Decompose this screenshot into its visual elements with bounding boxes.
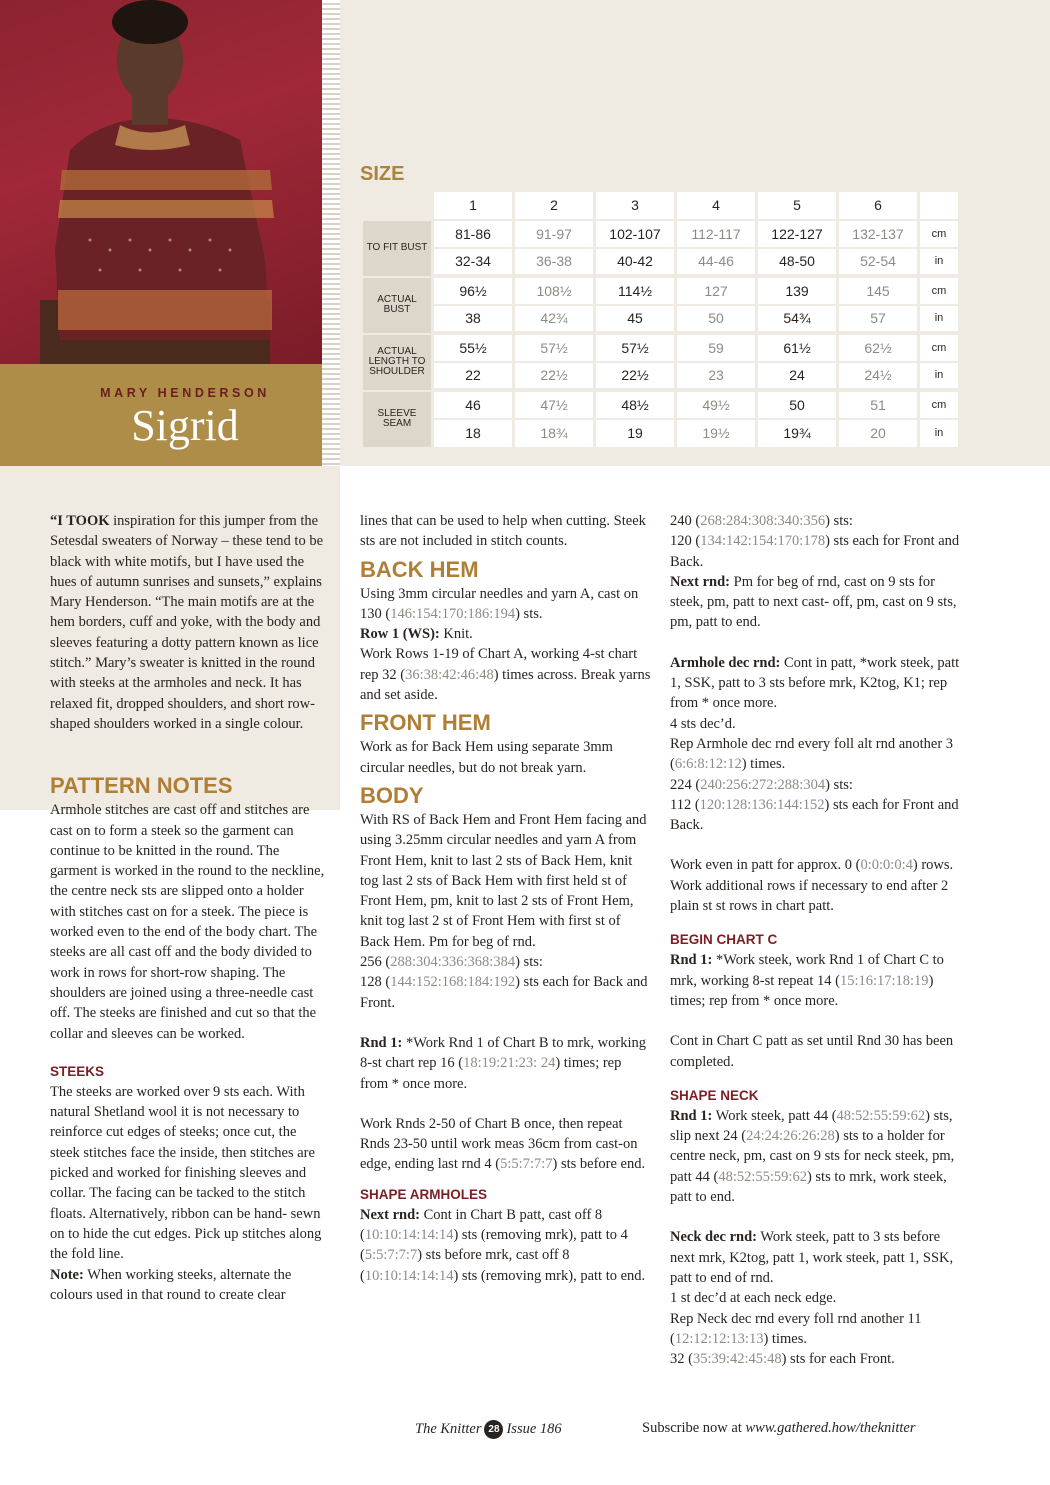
table-cell: 57½ [515,335,593,364]
text-span: 240 ( [670,513,701,529]
size-values: 134:142:154:170:178 [700,533,826,550]
table-cell: 22½ [515,363,593,392]
steeks-heading: STEEKS [50,1063,105,1079]
text-span: ) sts before end. [552,1156,646,1173]
table-cell: 47½ [515,392,593,421]
subscribe-text: Subscribe now at [642,1420,746,1436]
table-cell: 54¾ [758,306,836,335]
unit-cell: cm [920,221,958,250]
issue-number: Issue 186 [506,1420,562,1437]
text-span: 112 ( [670,796,700,813]
text-span: ) times; rep from * once more. [360,1055,622,1092]
footer-subscribe [642,1420,915,1437]
table-cell: 122-127 [758,221,836,250]
table-cell: 22 [434,363,512,392]
table-cell: 132-137 [839,221,917,250]
unit-cell: in [920,363,958,392]
row-label: SLEEVE SEAM [363,392,431,449]
chart-c-continue: Cont in Chart C patt as set until Rnd 30 has been completed. [670,1033,954,1070]
text-span: Work Rnds 2-50 of Chart B once, then repeat Rnds 23-50 until work meas 36cm from cast-on edge, ending last rnd 4 ( [360,1115,638,1173]
page-number: 28 [484,1420,503,1439]
table-cell: 55½ [434,335,512,364]
text-span: ) times across. Break yarns and set aside. [360,666,651,704]
chart-a-instruction [360,644,652,705]
size-values: 24:24:26:26:28 [746,1128,835,1145]
table-cell: 24½ [839,363,917,392]
front-hem-heading: FRONT HEM [360,710,491,736]
rnd-label: Next rnd: [670,573,731,590]
rnd-label: Rnd 1: [670,952,713,969]
table-row [363,278,958,307]
size-header-corner [363,192,431,221]
size-values: 120:128:136:144:152 [699,796,825,813]
row-label: ACTUAL BUST [363,278,431,335]
author-name: MARY HENDERSON [100,386,270,400]
table-cell: 19¾ [758,420,836,449]
size-table [360,192,961,449]
footer-magazine [415,1420,562,1439]
size-values: 6:6:8:12:12 [674,756,742,773]
table-cell: 36-38 [515,249,593,278]
text-span: Rep Neck dec rnd every foll rnd another 11 ( [670,1310,922,1347]
unit-cell: cm [920,392,958,421]
steek-continuation: lines that can be used to help when cutting. Steek sts are not included in stitch counts. [360,513,646,550]
table-cell: 50 [677,306,755,335]
table-cell: 44-46 [677,249,755,278]
table-row [363,392,958,421]
table-cell: 48½ [596,392,674,421]
size-number: 5 [758,192,836,221]
neck-dec-repeat [670,1309,962,1350]
table-cell: 46 [434,392,512,421]
table-cell: 23 [677,363,755,392]
size-values: 268:284:308:340:356 [700,513,826,529]
st-count-2 [670,775,962,795]
text-span: *Work Rnd 1 of Chart B to mrk, working 8-st chart rep 16 ( [360,1034,647,1072]
table-cell: 32-34 [434,249,512,278]
table-cell: 59 [677,335,755,364]
front-hem-text: Work as for Back Hem using separate 3mm circular needles, but do not break yarn. [360,739,613,776]
text-span: ) sts each for Front and Back. [670,796,959,834]
neck-dec-instruction [670,1227,962,1288]
text-span: Work steek, patt 44 ( [712,1107,837,1124]
text-span: 32 ( [670,1351,693,1368]
rnd-label: Rnd 1: [360,1034,403,1051]
text-span: ) sts (removing mrk), patt to 4 ( [360,1227,628,1264]
size-values: 18:19:21:23: 24 [463,1055,556,1072]
size-values: 48:52:55:59:62 [836,1107,926,1124]
unit-cell: cm [920,278,958,307]
rnd-label: Rnd 1: [670,1107,713,1124]
size-values: 146:154:170:186:194 [390,605,516,622]
text-span: Using 3mm circular needles and yarn A, cast on 130 ( [360,585,639,622]
table-cell: 62½ [839,335,917,364]
column-3 [670,511,962,1369]
table-cell: 102-107 [596,221,674,250]
table-cell: 38 [434,306,512,335]
size-heading: SIZE [360,163,405,185]
armhole-dec-instruction [670,653,962,714]
table-cell: 139 [758,278,836,307]
final-st-count [670,1349,962,1369]
pattern-notes-heading: PATTERN NOTES [50,773,233,799]
text-span: *Work steek, work Rnd 1 of Chart C to mrk, working 8-st repeat 14 ( [670,952,944,989]
pattern-notes-text: Armhole stitches are cast off and stitches are cast on to form a steek so the garment can continue to be knitted in the round. The garment is worked in the round to the neckline, the centre neck sts are slipped onto a holder with stitches cast on for a steek. The piece is worked even to the end of the body chart. The steeks are all cast off and the body divided to work in rows for short-row shaping. The shoulders are joined using a three-needle cast off. The steeks are finished and cut so that the collar and sleeves can be worked. [50,802,325,1042]
table-cell: 81-86 [434,221,512,250]
size-number: 2 [515,192,593,221]
text-span: 256 ( [360,954,391,971]
size-values: 5:5:7:7:7 [364,1247,418,1264]
shape-neck-heading: SHAPE NECK [670,1087,759,1103]
text-span: Work Rows 1-19 of Chart A, working 4-st chart rep 32 ( [360,646,638,683]
text-span: ) sts for each Front. [781,1351,895,1368]
begin-chart-c-heading: BEGIN CHART C [670,932,778,948]
text-span: ) sts. [515,605,543,622]
table-cell: 19½ [677,420,755,449]
table-cell: 20 [839,420,917,449]
table-cell: 91-97 [515,221,593,250]
subscribe-link[interactable]: www.gathered.how/theknitter [745,1420,916,1436]
size-header-row [363,192,958,221]
table-cell: 57½ [596,335,674,364]
size-number: 1 [434,192,512,221]
neck-dec-count: 1 st dec’d at each neck edge. [670,1290,837,1307]
intro-lead: “I TOOK [50,513,110,529]
text-span: 120 ( [670,533,701,550]
armhole-dec-count: 4 sts dec’d. [670,715,736,732]
text-span: Pm for beg of rnd, cast on 9 sts for steek, pm, patt to next cast- off, pm, cast on 9 sts, pm, patt to end. [670,573,957,631]
text-span: ) times; rep from * once more. [670,972,934,1009]
st-count [670,511,962,531]
table-cell: 61½ [758,335,836,364]
table-row [363,306,958,335]
size-values: 12:12:12:13:13 [674,1330,764,1347]
table-cell: 127 [677,278,755,307]
text-span: ) rows. Work additional rows if necessary to end after 2 plain st st rows in chart patt. [670,857,954,915]
text-span: Work even in patt for approx. 0 ( [670,857,861,874]
table-cell: 108½ [515,278,593,307]
magazine-name: The Knitter [415,1420,482,1437]
rnd-label: Next rnd: [360,1206,421,1223]
text-span: ) sts (removing mrk), patt to end. [453,1267,646,1284]
size-values: 10:10:14:14:14 [364,1267,454,1284]
table-row [363,335,958,364]
table-cell: 42¾ [515,306,593,335]
table-cell: 40-42 [596,249,674,278]
table-cell: 96½ [434,278,512,307]
text-span: Knit. [439,626,473,643]
row-label: ACTUAL LENGTH TO SHOULDER [363,335,431,392]
note-paragraph [50,1265,326,1306]
size-header-unit [920,192,958,221]
unit-cell: cm [920,335,958,364]
table-cell: 45 [596,306,674,335]
text-span: ) sts each for Front and Back. [670,533,960,570]
table-row [363,249,958,278]
body-st-count-each [360,972,652,1013]
table-row [363,221,958,250]
next-rnd-instruction [670,572,962,633]
size-values: 0:0:0:0:4 [860,857,913,874]
text-span: Cont in Chart B patt, cast off 8 ( [360,1206,603,1244]
size-values: 35:39:42:45:48 [692,1351,782,1368]
text-span: ) sts: [515,954,543,971]
st-count-each-2 [670,795,962,836]
armhole-repeat [670,734,962,775]
row-label: Row 1 (WS): [360,626,440,643]
text-span: ) times. [763,1330,807,1347]
st-count-each [670,531,962,572]
note-text: When working steeks, alternate the colours used in that round to create clear [50,1266,292,1303]
table-cell: 50 [758,392,836,421]
text-span: ) sts: [825,776,853,793]
body-join-text: With RS of Back Hem and Front Hem facing and using 3.25mm circular needles and yarn A from Front Hem, knit to last 2 sts of Back Hem, knit tog last 2 sts of Back Hem with first held st of Front Hem, pm, knit to last 2 sts of Front Hem, knit tog last 2 st of Front Hem with first st of Back Hem. Pm for beg of rnd. [360,811,647,950]
size-values: 144:152:168:184:192 [390,974,516,991]
text-span: ) sts to a holder for centre neck, pm, cast on 9 sts for neck steek, pm, patt 44 ( [670,1128,955,1185]
row-1-instruction [360,624,652,644]
text-span: ) sts: [825,513,853,529]
size-values: 36:38:42:46:48 [405,666,494,683]
size-values: 10:10:14:14:14 [364,1227,454,1244]
row-label: TO FIT BUST [363,221,431,278]
rnd-label: Neck dec rnd: [670,1229,757,1246]
text-span: Rep Armhole dec rnd every foll alt rnd another 3 ( [670,735,954,773]
table-cell: 18 [434,420,512,449]
table-cell: 51 [839,392,917,421]
table-cell: 112-117 [677,221,755,250]
back-hem-heading: BACK HEM [360,556,479,582]
size-values: 288:304:336:368:384 [390,954,516,971]
table-row [363,363,958,392]
text-span: Work steek, patt to 3 sts before next mrk, K2tog, patt 1, work steek, patt 1, SSK, patt to end of rnd. [670,1229,954,1286]
intro-text: inspiration for this jumper from the Setesdal sweaters of Norway – these tend to be black with white motifs, but I have used the hues of autumn sunrises and sunsets,” explains Mary Henderson. “The main motifs are at the hem borders, cuff and yoke, with the body and sleeves featuring a dotty pattern known as lice stitch.” Mary’s sweater is knitted in the round with steeks at the armholes and neck. It has relaxed fit, dropped shoulders, and short row- shaped shoulders worked in a single colour. [50,513,324,732]
intro-paragraph [50,511,326,734]
table-cell: 19 [596,420,674,449]
size-number: 6 [839,192,917,221]
note-label: Note: [50,1266,84,1283]
text-span: ) sts, slip next 24 ( [670,1107,953,1145]
work-even-instruction [670,855,962,916]
shape-armholes-heading: SHAPE ARMHOLES [360,1186,488,1202]
rnds-instruction [360,1114,652,1175]
back-hem-cast-on [360,584,652,625]
column-1 [50,511,326,1305]
table-cell: 24 [758,363,836,392]
text-span: 224 ( [670,776,701,793]
table-cell: 22½ [596,363,674,392]
body-heading: BODY [360,782,424,808]
table-cell: 52-54 [839,249,917,278]
table-cell: 145 [839,278,917,307]
unit-cell: in [920,306,958,335]
model-photo [0,0,322,364]
table-cell: 18¾ [515,420,593,449]
table-cell: 49½ [677,392,755,421]
unit-cell: in [920,249,958,278]
pattern-title: Sigrid [131,401,239,450]
size-values: 48:52:55:59:62 [718,1168,807,1185]
rnd-1-instruction [360,1033,652,1094]
table-cell: 114½ [596,278,674,307]
size-values: 15:16:17:18:19 [839,972,929,989]
text-span: ) sts to mrk, work steek, patt to end. [670,1168,947,1206]
chart-c-rnd-1 [670,950,962,1011]
body-st-count [360,952,652,972]
text-span: ) sts before mrk, cast off 8 ( [360,1247,570,1284]
table-row [363,420,958,449]
size-number: 3 [596,192,674,221]
text-span: ) times. [741,756,786,773]
rnd-label: Armhole dec rnd: [670,654,781,671]
size-values: 5:5:7:7:7 [500,1156,553,1173]
size-number: 4 [677,192,755,221]
shape-neck-rnd-1 [670,1106,962,1207]
text-span: ) sts each for Back and Front. [360,974,648,1011]
armhole-instruction [360,1205,652,1286]
text-span: 128 ( [360,974,391,991]
table-cell: 57 [839,306,917,335]
unit-cell: in [920,420,958,449]
steeks-text: The steeks are worked over 9 sts each. With natural Shetland wool it is not necessary to reinforce cut edges of steeks; once cut, the steek stitches face the inside, then stitches are picked and worked for finishing sleeves and collar. The facing can be tacked to the stitch floats. Alternatively, ribbon can be hand- sewn on to hide the cut edges. Pick up stitches along the fold line. [50,1083,322,1263]
column-2 [360,511,652,1286]
size-values: 240:256:272:288:304 [700,776,826,793]
text-span: Cont in patt, *work steek, patt 1, SSK, patt to 3 sts before mrk, K2tog, K1; rep from * once more. [670,654,960,712]
table-cell: 48-50 [758,249,836,278]
